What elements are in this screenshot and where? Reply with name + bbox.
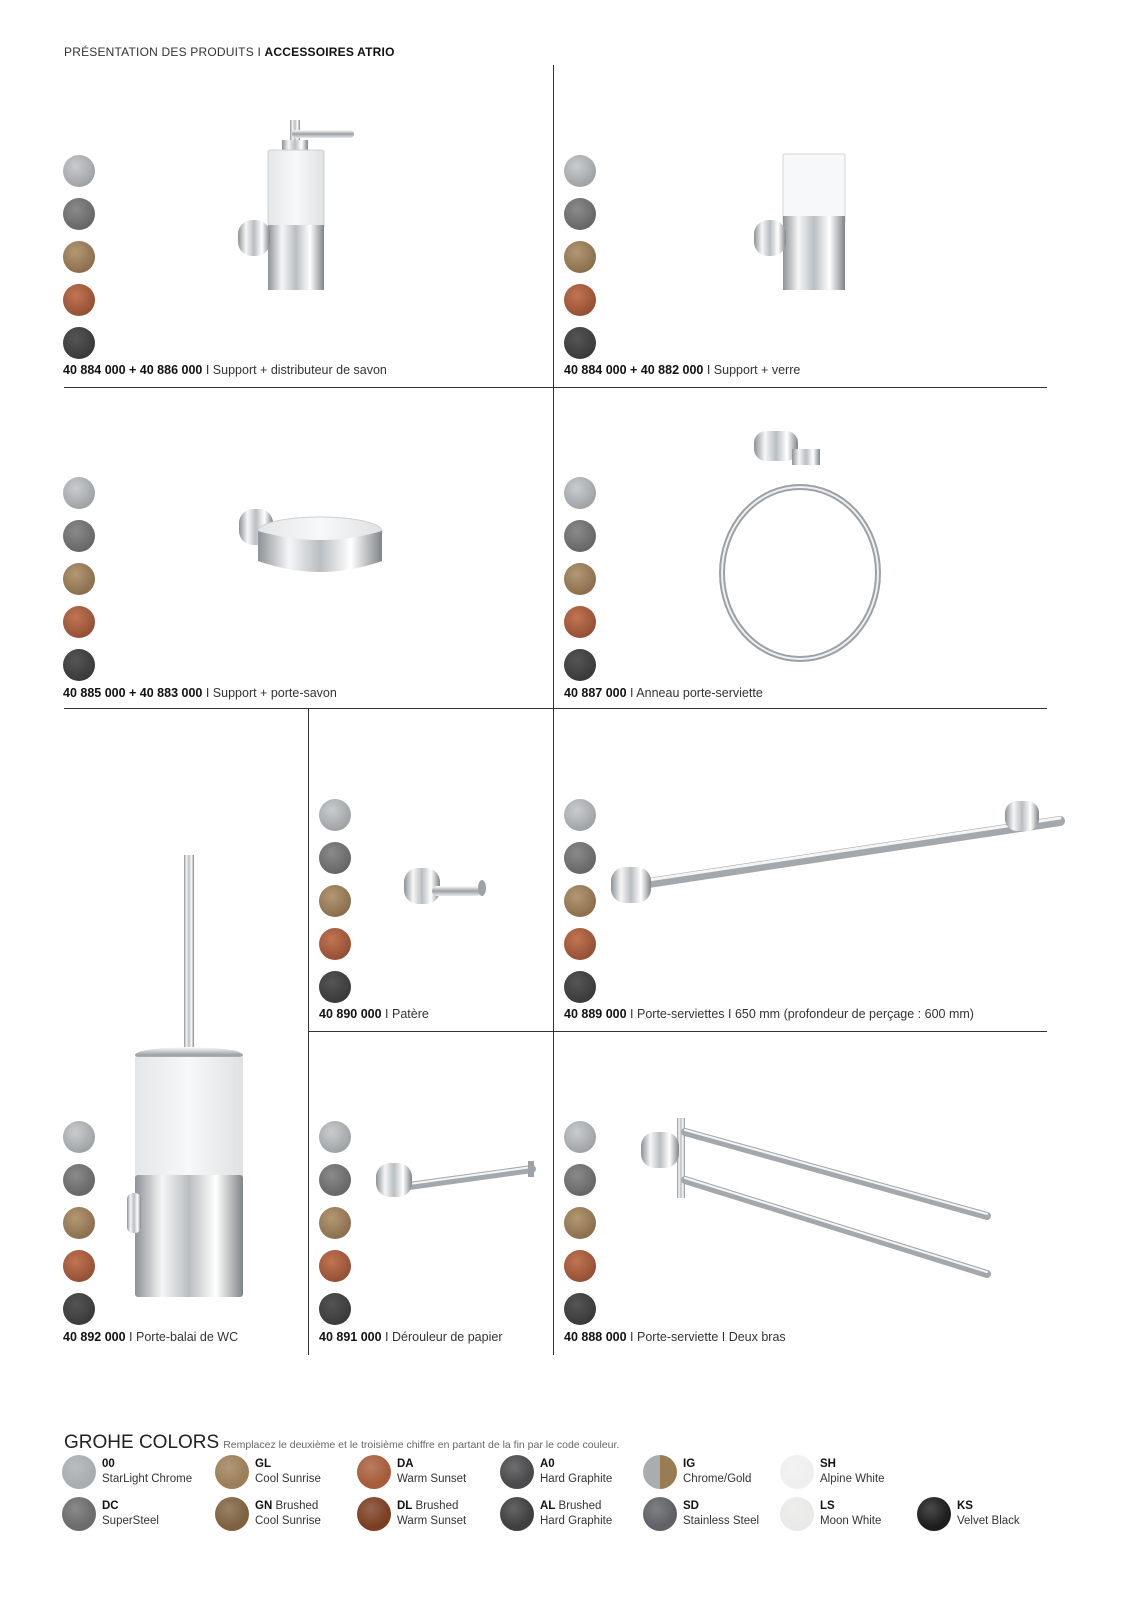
product-caption: 40 890 000 I Patère <box>319 1007 429 1021</box>
legend-color-name: Stainless Steel <box>683 1515 760 1527</box>
legend-label <box>397 1457 466 1487</box>
swatch-warm-sunset[interactable] <box>63 284 95 316</box>
swatch-supersteel[interactable] <box>63 1164 95 1196</box>
legend-color-name: Velvet Black <box>957 1515 1020 1527</box>
product-caption: 40 885 000 + 40 883 000 I Support + porte-savon <box>63 686 337 700</box>
legend-finish: Brushed <box>272 1500 319 1512</box>
legend-item <box>357 1455 466 1489</box>
grid-divider-row-2 <box>64 708 1047 709</box>
legend-color-name: Moon White <box>820 1515 882 1527</box>
soap-dish-image <box>235 505 385 580</box>
soap-dispenser-image <box>230 110 370 300</box>
swatch-supersteel[interactable] <box>63 520 95 552</box>
legend-swatch <box>780 1497 814 1531</box>
product-caption: 40 887 000 I Anneau porte-serviette <box>564 686 763 700</box>
swatch-supersteel[interactable] <box>564 520 596 552</box>
legend-swatch <box>357 1497 391 1531</box>
swatch-warm-sunset[interactable] <box>319 1250 351 1282</box>
swatch-hard-graphite[interactable] <box>564 649 596 681</box>
swatch-warm-sunset[interactable] <box>564 928 596 960</box>
legend-swatch <box>643 1455 677 1489</box>
towel-ring-image <box>712 425 892 665</box>
swatch-chrome[interactable] <box>63 155 95 187</box>
swatch-warm-sunset[interactable] <box>564 1250 596 1282</box>
swatch-supersteel[interactable] <box>564 1164 596 1196</box>
legend-item <box>500 1455 612 1489</box>
legend-item <box>643 1455 751 1489</box>
legend-code: SH <box>820 1458 836 1470</box>
legend-color-name: Warm Sunset <box>397 1473 467 1485</box>
color-swatches <box>63 1121 97 1336</box>
towel-bar-image <box>605 795 1070 915</box>
legend-item <box>917 1497 1020 1531</box>
legend-color-name: Alpine White <box>820 1473 885 1485</box>
legend-item <box>215 1497 321 1531</box>
legend-label <box>540 1457 612 1487</box>
page-header <box>64 45 395 59</box>
paper-holder-image <box>372 1155 542 1205</box>
legend-swatch <box>215 1455 249 1489</box>
legend-item <box>780 1455 885 1489</box>
swatch-hard-graphite[interactable] <box>63 1293 95 1325</box>
legend-swatch <box>500 1455 534 1489</box>
legend-code: KS <box>957 1500 973 1512</box>
legend-item <box>62 1455 192 1489</box>
swatch-warm-sunset[interactable] <box>319 928 351 960</box>
color-swatches <box>564 155 598 370</box>
legend-swatch <box>780 1455 814 1489</box>
swatch-cool-sunrise[interactable] <box>319 1207 351 1239</box>
legend-label <box>255 1457 321 1487</box>
legend-swatch <box>500 1497 534 1531</box>
legend-color-name: Cool Sunrise <box>255 1473 321 1485</box>
color-swatches <box>63 477 97 692</box>
legend-code: AL <box>540 1500 556 1512</box>
swatch-hard-graphite[interactable] <box>564 971 596 1003</box>
swatch-chrome[interactable] <box>319 799 351 831</box>
product-caption: 40 889 000 I Porte-serviettes I 650 mm (profondeur de perçage : 600 mm) <box>564 1007 974 1021</box>
swatch-cool-sunrise[interactable] <box>564 885 596 917</box>
swatch-chrome[interactable] <box>63 477 95 509</box>
legend-label <box>540 1499 612 1529</box>
legend-code: LS <box>820 1500 835 1512</box>
legend-swatch <box>62 1497 96 1531</box>
legend-item <box>215 1455 321 1489</box>
swatch-chrome[interactable] <box>564 1121 596 1153</box>
legend-finish: Brushed <box>555 1500 602 1512</box>
legend-label <box>102 1499 159 1529</box>
legend-code: IG <box>683 1458 696 1470</box>
legend-code: DA <box>397 1458 414 1470</box>
legend-color-name: Cool Sunrise <box>255 1515 321 1527</box>
legend-swatch <box>643 1497 677 1531</box>
legend-label <box>102 1457 192 1487</box>
product-caption: 40 892 000 I Porte-balai de WC <box>63 1330 239 1344</box>
legend-title: GROHE COLORS Remplacez le deuxième et le troisième chiffre en partant de la fin par le code couleur. <box>64 1432 620 1453</box>
swatch-cool-sunrise[interactable] <box>564 563 596 595</box>
product-caption: 40 884 000 + 40 882 000 I Support + verre <box>564 363 801 377</box>
legend-swatch <box>357 1455 391 1489</box>
grid-divider-row-3 <box>308 1031 1047 1032</box>
swatch-cool-sunrise[interactable] <box>63 1207 95 1239</box>
legend-label <box>820 1499 881 1529</box>
legend-label <box>957 1499 1020 1529</box>
legend-item <box>780 1497 881 1531</box>
swatch-hard-graphite[interactable] <box>63 327 95 359</box>
legend-code: SD <box>683 1500 699 1512</box>
swatch-chrome[interactable] <box>63 1121 95 1153</box>
legend-code: DC <box>102 1500 119 1512</box>
swatch-cool-sunrise[interactable] <box>564 241 596 273</box>
swatch-warm-sunset[interactable] <box>564 284 596 316</box>
swatch-supersteel[interactable] <box>319 1164 351 1196</box>
header-prefix: PRÉSENTATION DES PRODUITS I <box>64 45 261 59</box>
swatch-warm-sunset[interactable] <box>63 606 95 638</box>
grid-divider-row-1 <box>64 387 1047 388</box>
swatch-chrome[interactable] <box>564 477 596 509</box>
grid-divider-vertical <box>553 65 554 1355</box>
product-caption: 40 888 000 I Porte-serviette I Deux bras <box>564 1330 786 1344</box>
legend-code: DL <box>397 1500 413 1512</box>
color-swatches <box>564 1121 598 1336</box>
swatch-chrome[interactable] <box>564 155 596 187</box>
legend-color-name: Hard Graphite <box>540 1515 613 1527</box>
swatch-warm-sunset[interactable] <box>564 606 596 638</box>
legend-code: GN <box>255 1500 273 1512</box>
legend-label <box>255 1499 321 1529</box>
swatch-supersteel[interactable] <box>564 842 596 874</box>
legend-item <box>500 1497 612 1531</box>
color-swatches <box>319 799 353 1014</box>
legend-code: 00 <box>102 1458 115 1470</box>
swatch-chrome[interactable] <box>564 799 596 831</box>
swatch-cool-sunrise[interactable] <box>319 885 351 917</box>
swatch-hard-graphite[interactable] <box>319 1293 351 1325</box>
product-caption: 40 884 000 + 40 886 000 I Support + distributeur de savon <box>63 363 387 377</box>
legend-code: GL <box>255 1458 271 1470</box>
toilet-brush-image <box>125 853 255 1301</box>
swatch-supersteel[interactable] <box>319 842 351 874</box>
legend-color-name: Chrome/Gold <box>683 1473 752 1485</box>
swatch-hard-graphite[interactable] <box>63 649 95 681</box>
swatch-hard-graphite[interactable] <box>564 327 596 359</box>
legend-label <box>683 1457 751 1487</box>
color-swatches <box>319 1121 353 1336</box>
legend-color-name: StarLight Chrome <box>102 1473 193 1485</box>
legend-item <box>643 1497 759 1531</box>
legend-label <box>683 1499 759 1529</box>
color-swatches <box>564 799 598 1014</box>
swatch-cool-sunrise[interactable] <box>63 563 95 595</box>
swatch-supersteel[interactable] <box>63 198 95 230</box>
legend-finish: Brushed <box>412 1500 459 1512</box>
product-caption: 40 891 000 I Dérouleur de papier <box>319 1330 503 1344</box>
legend-label <box>397 1499 466 1529</box>
legend-color-name: Hard Graphite <box>540 1473 613 1485</box>
legend-item <box>62 1497 159 1531</box>
swatch-hard-graphite[interactable] <box>319 971 351 1003</box>
legend-item <box>357 1497 466 1531</box>
color-swatches <box>564 477 598 692</box>
swatch-cool-sunrise[interactable] <box>564 1207 596 1239</box>
header-title: ACCESSOIRES ATRIO <box>264 45 395 59</box>
legend-code: A0 <box>540 1458 555 1470</box>
swatch-supersteel[interactable] <box>564 198 596 230</box>
legend-color-name: SuperSteel <box>102 1515 159 1527</box>
legend-swatch <box>62 1455 96 1489</box>
swatch-cool-sunrise[interactable] <box>63 241 95 273</box>
legend-note: Remplacez le deuxième et le troisième chiffre en partant de la fin par le code couleur. <box>223 1439 620 1451</box>
legend-color-name: Warm Sunset <box>397 1515 467 1527</box>
swatch-warm-sunset[interactable] <box>63 1250 95 1282</box>
legend-label <box>820 1457 885 1487</box>
robe-hook-image <box>402 862 492 912</box>
glass-holder-image <box>750 150 860 295</box>
color-swatches <box>63 155 97 370</box>
double-towel-bar-image <box>635 1110 1000 1290</box>
swatch-hard-graphite[interactable] <box>564 1293 596 1325</box>
legend-swatch <box>215 1497 249 1531</box>
legend-swatch <box>917 1497 951 1531</box>
swatch-chrome[interactable] <box>319 1121 351 1153</box>
